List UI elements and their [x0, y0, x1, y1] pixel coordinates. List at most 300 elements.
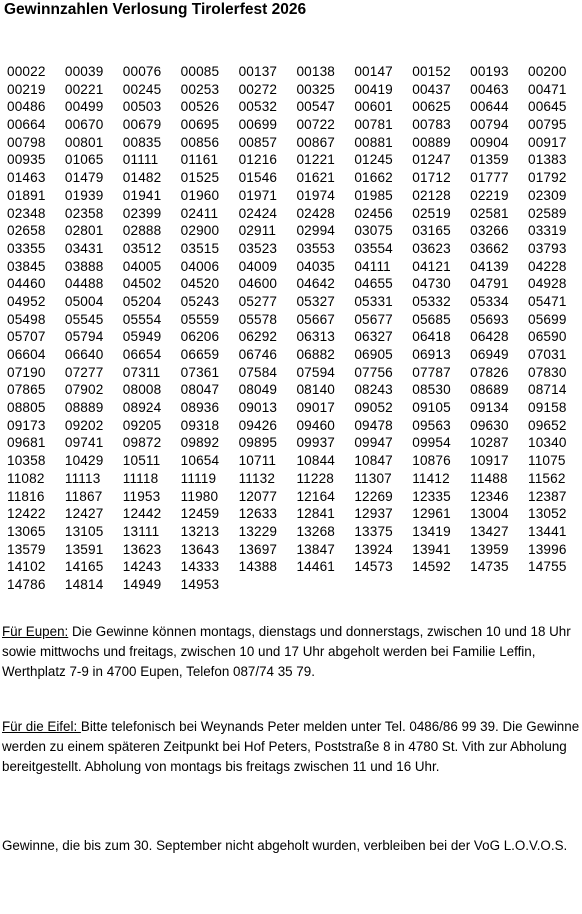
- winning-number: 10844: [296, 453, 336, 469]
- winning-number: 04009: [238, 258, 278, 274]
- winning-number: 05332: [412, 293, 451, 309]
- winning-number: 04121: [412, 258, 451, 274]
- winning-number: 12164: [296, 488, 336, 504]
- winning-number: 14949: [122, 576, 162, 592]
- winning-number: 09017: [296, 400, 336, 416]
- winning-number: 00085: [180, 64, 220, 79]
- winning-number: 11075: [528, 453, 566, 469]
- winning-number: 00221: [64, 81, 104, 97]
- winning-number: 01546: [238, 170, 278, 186]
- winning-number: 08140: [296, 382, 336, 398]
- winning-number: 09954: [412, 435, 451, 451]
- winning-number: 04655: [354, 276, 393, 292]
- eupen-pickup-info: [2, 622, 580, 682]
- winning-number: 01065: [64, 152, 104, 168]
- winning-number: 05559: [180, 311, 220, 327]
- winning-number: 02994: [296, 223, 336, 239]
- winning-number: 12422: [7, 506, 46, 522]
- winning-number: 09741: [64, 435, 104, 451]
- winning-number: 07830: [528, 364, 567, 380]
- winning-number: 00152: [412, 64, 451, 79]
- winning-number: 04520: [180, 276, 220, 292]
- winning-number: 03623: [412, 240, 451, 256]
- winning-number: 02424: [238, 205, 278, 221]
- winning-number: 09630: [470, 417, 509, 433]
- winning-number: 00798: [7, 134, 46, 150]
- winning-number: 03355: [7, 240, 46, 256]
- winning-number: 08889: [64, 400, 104, 416]
- winning-number: 13996: [528, 541, 567, 557]
- winning-number: 13375: [354, 523, 393, 539]
- winning-number: 02581: [470, 205, 509, 221]
- winning-number: 05699: [528, 311, 567, 327]
- winning-number: 10287: [470, 435, 509, 451]
- winning-number: 14735: [470, 559, 509, 575]
- winning-number: 08689: [470, 382, 509, 398]
- winning-number: 10654: [180, 453, 220, 469]
- winning-number: 09202: [64, 417, 104, 433]
- winning-number: 00039: [64, 64, 104, 79]
- winning-number: 00670: [64, 117, 104, 133]
- winning-number: 05949: [122, 329, 162, 345]
- winning-number: 05471: [528, 293, 567, 309]
- eifel-pickup-info: [2, 717, 580, 777]
- winning-number: 13924: [354, 541, 393, 557]
- winning-number: 07787: [412, 364, 451, 380]
- winning-number: 05545: [64, 311, 104, 327]
- winning-number: 00147: [354, 64, 393, 79]
- winning-number: 13941: [412, 541, 451, 557]
- winning-number: 01621: [296, 170, 336, 186]
- winning-number: 14388: [238, 559, 278, 575]
- winning-number: 13052: [528, 506, 567, 522]
- winning-number: 00856: [180, 134, 220, 150]
- winning-number: 06418: [412, 329, 451, 345]
- winning-number: 05327: [296, 293, 336, 309]
- winning-number: 03793: [528, 240, 567, 256]
- winning-number: 07031: [528, 347, 567, 362]
- winning-number: 12077: [238, 488, 278, 504]
- winning-number: 10358: [7, 453, 46, 469]
- winning-number: 02658: [7, 223, 46, 239]
- winning-number: 09681: [7, 435, 46, 451]
- winning-number: 00272: [238, 81, 278, 97]
- winning-number: 06913: [412, 347, 451, 362]
- winning-number: 06327: [354, 329, 393, 345]
- winning-number: 04139: [470, 258, 509, 274]
- winning-number: 03553: [296, 240, 336, 256]
- winning-number: 09134: [470, 400, 509, 416]
- winning-number: 11867: [64, 488, 103, 504]
- winning-number: 08047: [180, 382, 220, 398]
- winning-number: 00499: [64, 99, 104, 115]
- winning-number: 09105: [412, 400, 451, 416]
- winning-number: 01971: [238, 187, 278, 203]
- winning-number: 12961: [412, 506, 451, 522]
- winning-number: 13959: [470, 541, 509, 557]
- winning-number: 12442: [122, 506, 162, 522]
- winning-number: 01111: [122, 152, 159, 168]
- winning-number: 02911: [238, 223, 277, 239]
- winning-number: 11488: [470, 470, 508, 486]
- eupen-label: Für Eupen:: [2, 624, 69, 639]
- winning-number: 11082: [7, 470, 45, 486]
- winning-number: 01161: [180, 152, 219, 168]
- winning-number: 01245: [354, 152, 393, 168]
- winning-number: 00253: [180, 81, 220, 97]
- winning-number: 11132: [238, 470, 276, 486]
- winning-number: 00881: [354, 134, 393, 150]
- winning-number: 04005: [122, 258, 162, 274]
- winning-number: 02456: [354, 205, 393, 221]
- winning-number: 07190: [7, 364, 46, 380]
- winning-number: 06590: [528, 329, 567, 345]
- winning-number: 03662: [470, 240, 509, 256]
- winning-number: 08049: [238, 382, 278, 398]
- winning-number: 05277: [238, 293, 278, 309]
- winning-number: 14953: [180, 576, 220, 592]
- winning-number: 00781: [354, 117, 393, 133]
- winning-number: 00200: [528, 64, 567, 79]
- winning-number: 00193: [470, 64, 509, 79]
- winning-number: 00601: [354, 99, 393, 115]
- winning-number: 03266: [470, 223, 509, 239]
- winning-number: 07865: [7, 382, 46, 398]
- winning-number: 00547: [296, 99, 336, 115]
- winning-number: 09652: [528, 417, 567, 433]
- winning-number: 00917: [528, 134, 567, 150]
- winning-number: 09563: [412, 417, 451, 433]
- winning-number: 13268: [296, 523, 336, 539]
- page-title: Gewinnzahlen Verlosung Tirolerfest 2026: [4, 1, 307, 18]
- winning-number: 02348: [7, 205, 46, 221]
- winning-number: 04502: [122, 276, 162, 292]
- winning-number: 09426: [238, 417, 278, 433]
- winning-number: 05794: [64, 329, 104, 345]
- winning-number: 05243: [180, 293, 220, 309]
- winning-number: 05004: [64, 293, 104, 309]
- winning-number: 01359: [470, 152, 509, 168]
- winning-number: 01383: [528, 152, 567, 168]
- winning-number: 06428: [470, 329, 509, 345]
- winning-number: 09478: [354, 417, 393, 433]
- winning-number: 03512: [122, 240, 162, 256]
- winning-number: 02128: [412, 187, 451, 203]
- winning-number: 12335: [412, 488, 451, 504]
- winning-number: 04228: [528, 258, 567, 274]
- winning-number: 00463: [470, 81, 509, 97]
- winning-number: 04730: [412, 276, 451, 292]
- winning-number: 13065: [7, 523, 46, 539]
- winning-number: 14786: [7, 576, 46, 592]
- winning-number: 01777: [470, 170, 509, 186]
- winning-number: 08243: [354, 382, 393, 398]
- winning-number: 13111: [122, 523, 160, 539]
- winning-number: 05685: [412, 311, 451, 327]
- winning-number: 04600: [238, 276, 278, 292]
- winning-number: 00138: [296, 64, 336, 79]
- winning-number: 14573: [354, 559, 393, 575]
- winning-number: 03888: [64, 258, 104, 274]
- winning-number: 00471: [528, 81, 567, 97]
- winning-number: 13697: [238, 541, 278, 557]
- winning-number: 00076: [122, 64, 162, 79]
- winning-number: 06313: [296, 329, 336, 345]
- winning-number: 04111: [354, 258, 391, 274]
- winning-number: 07311: [122, 364, 161, 380]
- winning-number: 07361: [180, 364, 220, 380]
- winning-number: 01712: [412, 170, 451, 186]
- winning-number: 13643: [180, 541, 220, 557]
- winning-number: 05498: [7, 311, 46, 327]
- winning-number: 08805: [7, 400, 46, 416]
- winning-number: 07584: [238, 364, 278, 380]
- winning-number: 05693: [470, 311, 509, 327]
- winning-number: 03431: [64, 240, 104, 256]
- winning-number: 14814: [64, 576, 104, 592]
- winning-number: 01974: [296, 187, 336, 203]
- winning-number: 00645: [528, 99, 567, 115]
- winning-number: 03523: [238, 240, 278, 256]
- winning-number: 13419: [412, 523, 451, 539]
- winning-number: 04642: [296, 276, 336, 292]
- winning-number: 10711: [238, 453, 277, 469]
- winning-number: 14102: [7, 559, 46, 575]
- winning-number: 00644: [470, 99, 509, 115]
- winning-number: 01216: [238, 152, 278, 168]
- winning-number: 11980: [180, 488, 219, 504]
- winning-number: 00325: [296, 81, 336, 97]
- winning-number: 13213: [180, 523, 220, 539]
- winning-number: 00699: [238, 117, 278, 133]
- winning-number: 08714: [528, 382, 567, 398]
- winning-number: 14243: [122, 559, 162, 575]
- winning-number: 09947: [354, 435, 393, 451]
- winning-number: 03554: [354, 240, 393, 256]
- winning-number: 09460: [296, 417, 336, 433]
- winning-number: 04928: [528, 276, 567, 292]
- winning-number: 12387: [528, 488, 567, 504]
- winning-number: 00486: [7, 99, 46, 115]
- winning-number: 06746: [238, 347, 278, 362]
- winning-number: 04006: [180, 258, 220, 274]
- winning-number: 05578: [238, 311, 278, 327]
- winning-number: 01247: [412, 152, 451, 168]
- winning-number: 05204: [122, 293, 162, 309]
- eupen-text: Die Gewinne können montags, dienstags und donnerstags, zwischen 10 und 18 Uhr sowie mittwochs und freitags, zwischen 10 und 17 Uhr abgeholt werden bei Familie Leffin, Werthplatz 7-9 in 4700 Eupen, Telefon 087/74 35 79.: [2, 624, 571, 679]
- winning-number: 12459: [180, 506, 220, 522]
- winning-number: 06654: [122, 347, 162, 362]
- winning-number: 02900: [180, 223, 220, 239]
- winning-number: 02428: [296, 205, 336, 221]
- winning-number: 06659: [180, 347, 220, 362]
- winning-number: 13623: [122, 541, 162, 557]
- winning-number: 09205: [122, 417, 162, 433]
- winning-number: 11118: [122, 470, 159, 486]
- winning-number: 05554: [122, 311, 162, 327]
- winning-number: 12937: [354, 506, 393, 522]
- winning-number: 13004: [470, 506, 509, 522]
- winning-number: 02589: [528, 205, 567, 221]
- winning-number: 08936: [180, 400, 220, 416]
- winning-number: 13847: [296, 541, 336, 557]
- winning-number: 07756: [354, 364, 393, 380]
- winning-number: 01662: [354, 170, 393, 186]
- winning-number: 00794: [470, 117, 509, 133]
- winning-number: 01221: [296, 152, 336, 168]
- winning-number: 04488: [64, 276, 104, 292]
- winning-number: 04952: [7, 293, 46, 309]
- unclaimed-prizes-note: Gewinne, die bis zum 30. September nicht abgeholt wurden, verbleiben bei der VoG L.O.V.O.S.: [2, 838, 568, 853]
- winning-number: 12346: [470, 488, 509, 504]
- winning-number: 11113: [64, 470, 101, 486]
- winning-number: 06292: [238, 329, 278, 345]
- winning-number: 02219: [470, 187, 509, 203]
- winning-number: 12841: [296, 506, 336, 522]
- winning-number: 14755: [528, 559, 567, 575]
- winning-number: 11953: [122, 488, 161, 504]
- winning-number: 00835: [122, 134, 162, 150]
- winning-number: 00857: [238, 134, 278, 150]
- winning-number: 08008: [122, 382, 162, 398]
- winning-number: 00801: [64, 134, 104, 150]
- winning-number: 05667: [296, 311, 336, 327]
- winning-number: 01479: [64, 170, 104, 186]
- winning-number: 13229: [238, 523, 278, 539]
- winning-number: 01463: [7, 170, 46, 186]
- winning-number: 06604: [7, 347, 46, 362]
- winning-number: 11562: [528, 470, 566, 486]
- winning-number: 14592: [412, 559, 451, 575]
- winning-number: 02888: [122, 223, 162, 239]
- winning-number: 05677: [354, 311, 393, 327]
- winning-number: 14165: [64, 559, 104, 575]
- winning-number: 06640: [64, 347, 104, 362]
- winning-number: 03845: [7, 258, 46, 274]
- winning-number: 07826: [470, 364, 509, 380]
- winning-number: 03075: [354, 223, 393, 239]
- winning-number: 12269: [354, 488, 393, 504]
- winning-number: 01792: [528, 170, 567, 186]
- winning-number: 02411: [180, 205, 219, 221]
- winning-number: 03515: [180, 240, 220, 256]
- winning-number: 00419: [354, 81, 393, 97]
- winning-number: 02801: [64, 223, 104, 239]
- winning-number: 07594: [296, 364, 336, 380]
- winning-number: 08924: [122, 400, 162, 416]
- winning-number: 03165: [412, 223, 451, 239]
- winning-number: 01939: [64, 187, 104, 203]
- winning-number: 02399: [122, 205, 162, 221]
- winning-number: 04460: [7, 276, 46, 292]
- winning-number: 06206: [180, 329, 220, 345]
- winning-number: 13105: [64, 523, 104, 539]
- winning-number: 10511: [122, 453, 161, 469]
- winning-number: 11307: [354, 470, 392, 486]
- winning-number: 10847: [354, 453, 393, 469]
- winning-number: 00695: [180, 117, 220, 133]
- winning-number: 09052: [354, 400, 393, 416]
- winning-number: 12633: [238, 506, 278, 522]
- winning-number: 12427: [64, 506, 104, 522]
- winning-number: 06905: [354, 347, 393, 362]
- winning-number: 04035: [296, 258, 336, 274]
- winning-number: 04791: [470, 276, 509, 292]
- winning-number: 00137: [238, 64, 278, 79]
- winning-number: 05334: [470, 293, 509, 309]
- winning-number: 02519: [412, 205, 451, 221]
- winning-number: 01985: [354, 187, 393, 203]
- winning-number: 00022: [7, 64, 46, 79]
- winning-number: 00625: [412, 99, 451, 115]
- winning-number: 00889: [412, 134, 451, 150]
- winning-number: 00245: [122, 81, 162, 97]
- winning-number: 00664: [7, 117, 46, 133]
- winning-number: 14333: [180, 559, 220, 575]
- winning-number: 07277: [64, 364, 104, 380]
- winning-number: 14461: [296, 559, 336, 575]
- winning-number: 09937: [296, 435, 336, 451]
- winning-number: 09872: [122, 435, 162, 451]
- winning-number: 01960: [180, 187, 220, 203]
- winning-number: 01941: [122, 187, 162, 203]
- winning-number: 00679: [122, 117, 162, 133]
- winning-number: 09173: [7, 417, 46, 433]
- winning-number: 06949: [470, 347, 509, 362]
- winning-number: 00867: [296, 134, 336, 150]
- winning-number: 00722: [296, 117, 336, 133]
- winning-number: 00783: [412, 117, 451, 133]
- winning-number: 07902: [64, 382, 104, 398]
- winning-number: 01891: [7, 187, 46, 203]
- winning-number: 00437: [412, 81, 451, 97]
- winning-number: 05331: [354, 293, 393, 309]
- winning-number: 10917: [470, 453, 509, 469]
- winning-number: 01525: [180, 170, 220, 186]
- winning-number: 11412: [412, 470, 450, 486]
- winning-number: 02358: [64, 205, 104, 221]
- winning-numbers-table: [7, 63, 577, 594]
- winning-number: 09318: [180, 417, 220, 433]
- winning-number: 00526: [180, 99, 220, 115]
- winning-number: 10340: [528, 435, 567, 451]
- winning-number: 13591: [64, 541, 104, 557]
- winning-number: 09895: [238, 435, 278, 451]
- winning-number: 00532: [238, 99, 278, 115]
- winning-number: 00503: [122, 99, 162, 115]
- winning-number: 00795: [528, 117, 567, 133]
- winning-number: 10429: [64, 453, 104, 469]
- winning-number: 01482: [122, 170, 162, 186]
- winning-number: 00904: [470, 134, 509, 150]
- eifel-text: Bitte telefonisch bei Weynands Peter melden unter Tel. 0486/86 99 39. Die Gewinne werden zu einem späteren Zeitpunkt bei Hof Peters, Poststraße 8 in 4780 St. Vith zur Abholung bereitgestellt. Abholung von montags bis freitags zwischen 11 und 16 Uhr.: [2, 719, 580, 774]
- winning-number: 06882: [296, 347, 336, 362]
- winning-number: 02309: [528, 187, 567, 203]
- winning-number: 09013: [238, 400, 278, 416]
- winning-number: 00219: [7, 81, 46, 97]
- winning-number: 13441: [528, 523, 567, 539]
- winning-number: 11119: [180, 470, 217, 486]
- winning-number: 11816: [7, 488, 45, 504]
- winning-number: 05707: [7, 329, 46, 345]
- winning-number: 00935: [7, 152, 46, 168]
- winning-number: 10876: [412, 453, 451, 469]
- winning-number: 09892: [180, 435, 220, 451]
- winning-number: 11228: [296, 470, 334, 486]
- eifel-label: Für die Eifel:: [2, 719, 81, 734]
- winning-number: 08530: [412, 382, 451, 398]
- winning-number: 03319: [528, 223, 567, 239]
